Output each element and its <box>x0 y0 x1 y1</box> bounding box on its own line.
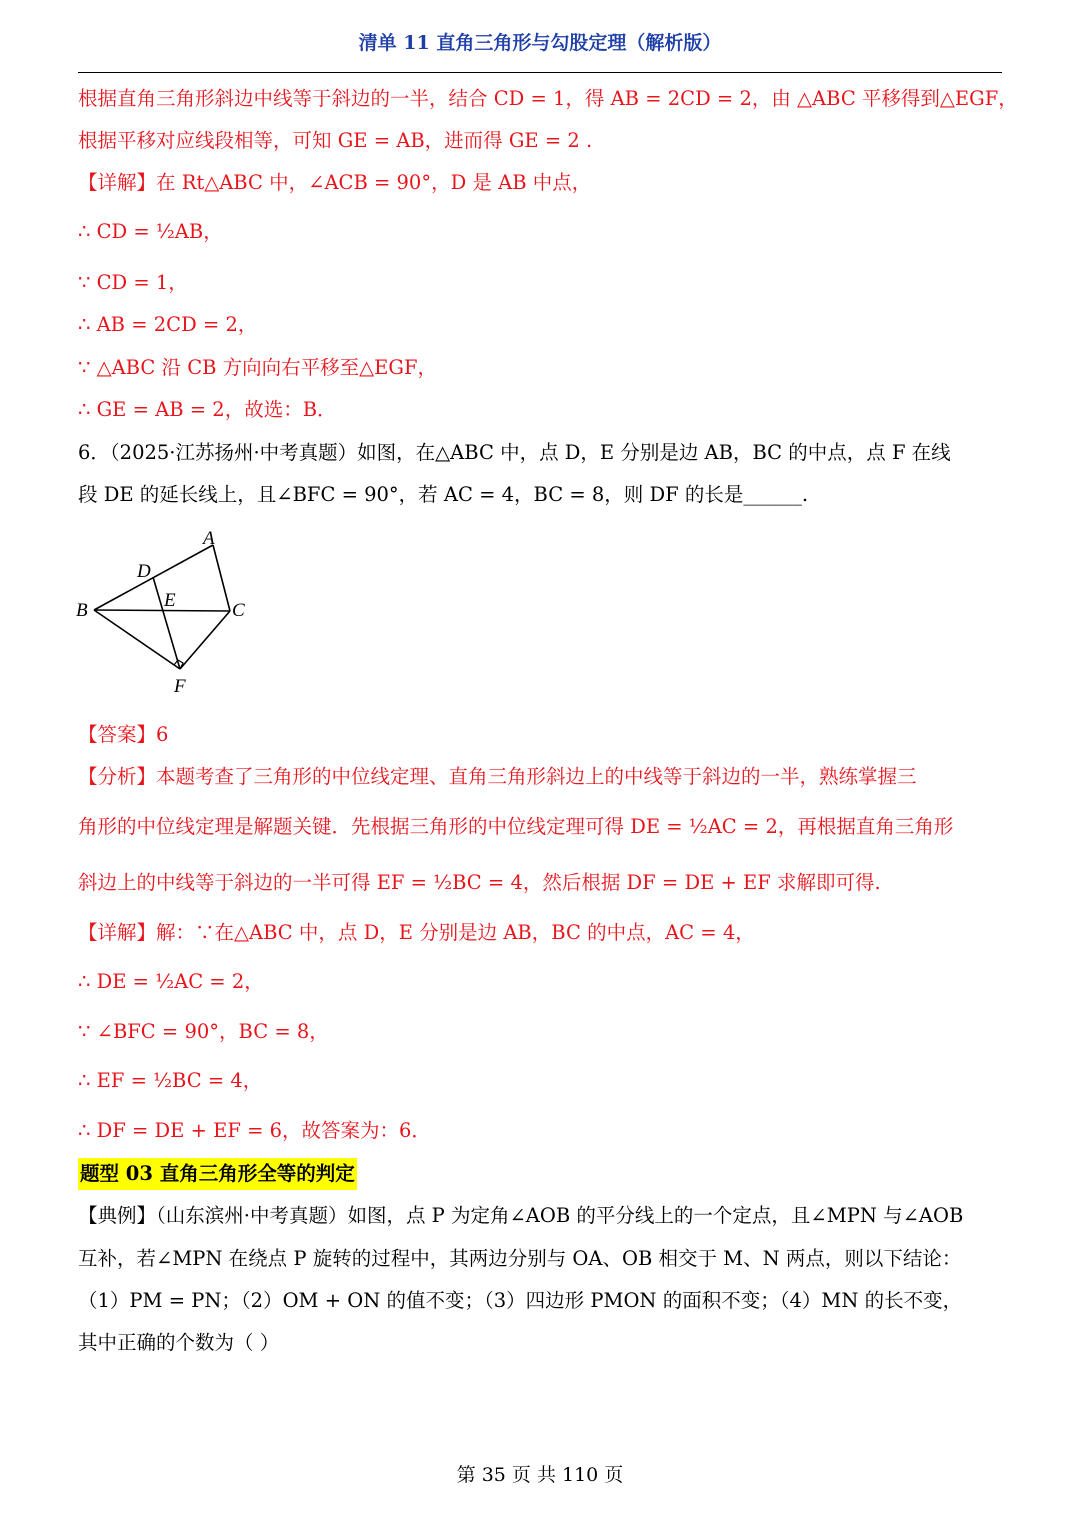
detail-line-5: ∵ △ABC 沿 CB 方向向右平移至△EGF， <box>78 356 437 379</box>
label-e: E <box>164 590 176 611</box>
page-footer: 第 35 页 共 110 页 <box>456 1464 624 1486</box>
detail-6-line-3: ∵ ∠BFC = 90°，BC = 8， <box>78 1020 329 1043</box>
segment-bf <box>94 610 180 669</box>
analysis-line-1: 根据直角三角形斜边中线等于斜边的一半，结合 CD = 1，得 AB = 2CD = 2，由 △ABC 平移得到△EGF， <box>78 87 1018 110</box>
answer-line: 【答案】6 <box>78 723 169 746</box>
label-d: D <box>137 561 151 582</box>
detail-6-line-4: ∴ EF = ½BC = 4， <box>78 1069 263 1092</box>
header-divider <box>78 72 1002 73</box>
label-c: C <box>232 600 245 621</box>
example-line-3: （1）PM = PN；（2）OM + ON 的值不变；（3）四边形 PMON 的面积不变；（4）MN 的长不变， <box>78 1289 963 1312</box>
segment-ac <box>213 545 230 611</box>
label-a: A <box>203 528 215 549</box>
detail-line-3: ∵ CD = 1， <box>78 271 188 294</box>
analysis-line-2: 根据平移对应线段相等，可知 GE = AB，进而得 GE = 2 . <box>78 129 593 152</box>
label-b: B <box>76 600 88 621</box>
detail-6-line-5: ∴ DF = DE + EF = 6，故答案为：6． <box>78 1119 431 1142</box>
detail-6-line-2: ∴ DE = ½AC = 2， <box>78 970 264 993</box>
detail-line-2: ∴ CD = ½AB， <box>78 220 223 243</box>
example-line-1: 【典例】（山东滨州·中考真题）如图，点 P 为定角∠AOB 的平分线上的一个定点，且∠MPN 与∠AOB <box>78 1204 964 1227</box>
page-header-title: 清单 11 直角三角形与勾股定理（解析版） <box>358 32 722 54</box>
detail-line-4: ∴ AB = 2CD = 2， <box>78 313 258 336</box>
detail-line-6: ∴ GE = AB = 2，故选：B． <box>78 398 337 421</box>
label-f: F <box>174 676 186 697</box>
question-6-line-1: 6．（2025·江苏扬州·中考真题）如图，在△ABC 中，点 D，E 分别是边 AB，BC 的中点，点 F 在线 <box>78 441 951 464</box>
section-title-highlight: 题型 03 直角三角形全等的判定 <box>78 1158 357 1190</box>
example-line-4: 其中正确的个数为（ ） <box>78 1331 280 1354</box>
segment-cf <box>180 611 230 669</box>
analysis-6-line-1: 【分析】本题考查了三角形的中位线定理、直角三角形斜边上的中线等于斜边的一半，熟练掌握三 <box>78 765 917 788</box>
detail-line-1: 【详解】在 Rt△ABC 中，∠ACB = 90°，D 是 AB 中点， <box>78 171 592 194</box>
detail-6-line-1: 【详解】解：∵在△ABC 中，点 D，E 分别是边 AB，BC 的中点，AC = 4， <box>78 921 755 944</box>
analysis-6-line-2: 角形的中位线定理是解题关键．先根据三角形的中位线定理可得 DE = ½AC = 2，再根据直角三角形 <box>78 815 954 838</box>
geometry-figure <box>70 525 270 700</box>
question-6-line-2: 段 DE 的延长线上，且∠BFC = 90°，若 AC = 4，BC = 8，则 DF 的长是______. <box>78 483 809 506</box>
analysis-6-line-3: 斜边上的中线等于斜边的一半可得 EF = ½BC = 4，然后根据 DF = DE + EF 求解即可得. <box>78 871 881 894</box>
example-line-2: 互补，若∠MPN 在绕点 P 旋转的过程中，其两边分别与 OA、OB 相交于 M、N 两点，则以下结论： <box>78 1247 962 1270</box>
